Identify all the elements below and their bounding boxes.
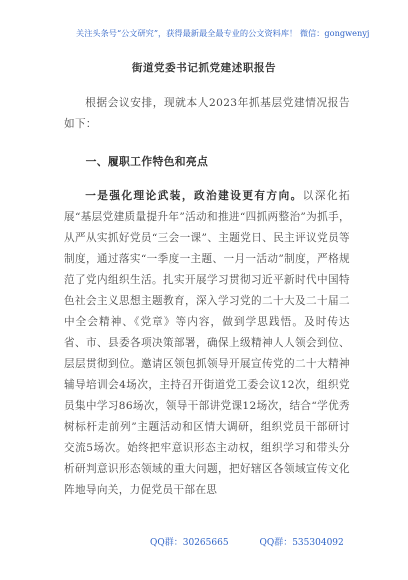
qq-group-footer	[150, 537, 344, 549]
document-body	[64, 93, 350, 501]
qq-group-1: QQ群：30265665	[150, 538, 229, 548]
paragraph-lead: 一是强化理论武装，政治建设更有方向。	[85, 190, 303, 202]
promo-banner: 关注头条号“公文研究”，获得最新最全最专业的公文资料库！ 微信：gongwenyj	[76, 28, 370, 38]
paragraph-text: 以深化拓展“基层党建质量提升年”活动和推进“四抓两整治”为抓手，从严从实抓好党员“三会一课”、主题党日、民主评议党员等制度，通过落实“一季度一主题、一月一活动”制度，严格规范了党内组织生活。扎实开展学习贯彻习近平新时代中国特色社会主义思想主题教育，深入学习党的二十大及二十届二中全会精神、《党章》等内容，做到学思践悟。及时传达省、市、县委各项决策部署，确保上级精神人人领会到位、层层贯彻到位。邀请区领包抓领导开展宣传党的二十大精神辅导培训会4场次，主持召开街道党工委会议12次，组织党员集中学习86场次，领导干部讲党课12场次，结合“学优秀树标杆走前列”主题活动和区情大调研，组织党员干部研讨交流5场次。始终把牢意识形态主动权，组织学习和带头分析研判意识形态领域的重大问题，把好辖区各领域宣传文化阵地导向关，力促党员干部在思	[64, 190, 350, 496]
body-paragraph	[64, 186, 350, 501]
qq-group-2: QQ群：535304092	[259, 538, 344, 548]
intro-paragraph: 根据会议安排，现就本人2023年抓基层党建情况报告如下：	[64, 97, 350, 130]
document-title: 街道党委书记抓党建述职报告	[131, 62, 277, 74]
section-heading: 一、履职工作特色和亮点	[85, 155, 209, 168]
